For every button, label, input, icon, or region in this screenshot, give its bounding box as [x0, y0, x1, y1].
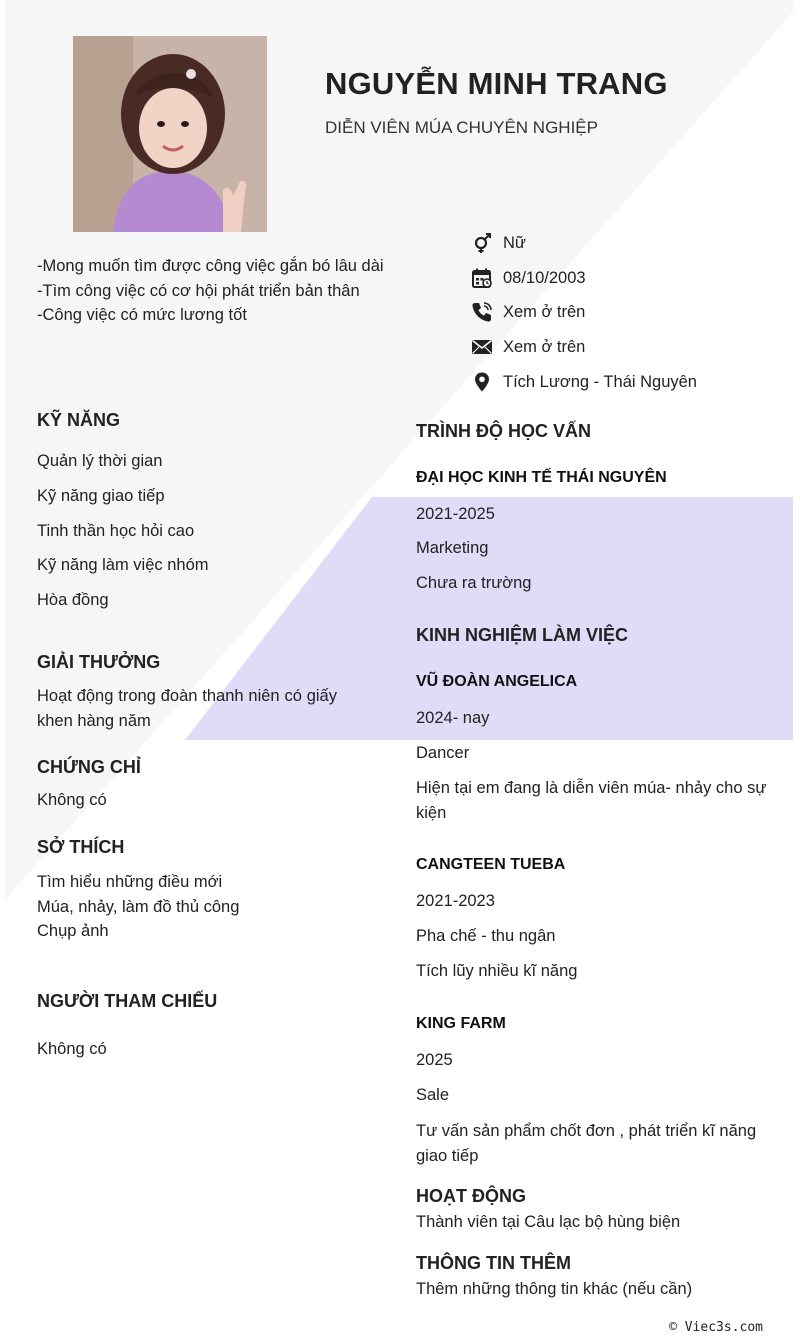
job-title: DIỄN VIÊN MÚA CHUYÊN NGHIỆP [325, 118, 598, 137]
job-role: Sale [416, 1086, 450, 1104]
footer-credit: © Viec3s.com [669, 1320, 763, 1335]
contact-birthday [471, 266, 586, 290]
birthday-value: 08/10/2003 [503, 268, 586, 287]
job-description: Hiện tại em đang là diễn viên múa- nhảy cho sự kiện [416, 779, 767, 822]
hobby-item: Múa, nhảy, làm đồ thủ công [37, 897, 240, 916]
job-company: CANGTEEN TUEBA [416, 856, 566, 873]
experience-heading: KINH NGHIỆM LÀM VIỆC [416, 625, 629, 645]
awards-text: Hoạt động trong đoàn thanh niên có giấy khen hàng năm [37, 687, 337, 730]
activities-text: Thành viên tại Câu lạc bộ hùng biện [416, 1213, 681, 1231]
skill-item: Quản lý thời gian [37, 452, 163, 470]
education-status: Chưa ra trường [416, 574, 532, 592]
references-heading: NGƯỜI THAM CHIẾU [37, 991, 218, 1011]
objective-line: -Công việc có mức lương tốt [37, 306, 247, 324]
certificates-heading: CHỨNG CHỈ [37, 757, 141, 777]
email-icon [471, 336, 493, 358]
hobby-item: Tìm hiểu những điều mới [37, 873, 223, 891]
skill-item: Tinh thần học hỏi cao [37, 522, 195, 540]
contact-phone [471, 300, 585, 324]
contact-gender [471, 231, 526, 255]
calendar-icon [471, 267, 493, 289]
contact-email [471, 335, 585, 359]
job-role: Dancer [416, 744, 470, 762]
job-role: Pha chế - thu ngân [416, 927, 556, 945]
portrait-illustration [73, 36, 267, 232]
job-description: Tích lũy nhiều kĩ năng [416, 962, 578, 980]
certificates-text: Không có [37, 791, 107, 809]
hobbies-heading: SỞ THÍCH [37, 837, 125, 857]
job-description: Tư vấn sản phẩm chốt đơn , phát triển kĩ năng giao tiếp [416, 1122, 757, 1165]
location-icon [471, 371, 493, 393]
extra-info-text: Thêm những thông tin khác (nếu cần) [416, 1280, 693, 1298]
extra-info-heading: THÔNG TIN THÊM [416, 1253, 571, 1273]
references-text: Không có [37, 1040, 107, 1058]
profile-photo [73, 36, 267, 232]
skill-item: Kỹ năng giao tiếp [37, 487, 165, 505]
hobby-item: Chụp ảnh [37, 922, 109, 940]
job-company: VŨ ĐOÀN ANGELICA [416, 673, 578, 690]
job-company: KING FARM [416, 1015, 506, 1032]
gender-icon [471, 232, 493, 254]
objective-line: -Mong muốn tìm được công việc gắn bó lâu dài [37, 257, 384, 275]
activities-heading: HOẠT ĐỘNG [416, 1186, 526, 1206]
education-school: ĐẠI HỌC KINH TẾ THÁI NGUYÊN [416, 469, 667, 486]
hobbies-list [37, 870, 239, 944]
email-value: Xem ở trên [503, 337, 586, 356]
contact-address [471, 370, 697, 394]
skill-item: Hòa đồng [37, 591, 109, 609]
address-value: Tích Lương - Thái Nguyên [503, 372, 697, 391]
skills-heading: KỸ NĂNG [37, 410, 121, 430]
phone-icon [471, 301, 493, 323]
candidate-name: NGUYỄN MINH TRANG [325, 66, 668, 101]
skill-item: Kỹ năng làm việc nhóm [37, 556, 209, 574]
education-heading: TRÌNH ĐỘ HỌC VẤN [416, 421, 591, 441]
job-period: 2024- nay [416, 709, 490, 727]
career-objective [37, 254, 417, 328]
objective-line: -Tìm công việc có cơ hội phát triển bản thân [37, 281, 360, 300]
job-period: 2025 [416, 1051, 453, 1069]
awards-heading: GIẢI THƯỞNG [37, 652, 161, 672]
job-period: 2021-2023 [416, 892, 495, 910]
education-major: Marketing [416, 539, 489, 557]
phone-value: Xem ở trên [503, 302, 586, 321]
gender-value: Nữ [503, 233, 526, 252]
education-period: 2021-2025 [416, 505, 495, 523]
